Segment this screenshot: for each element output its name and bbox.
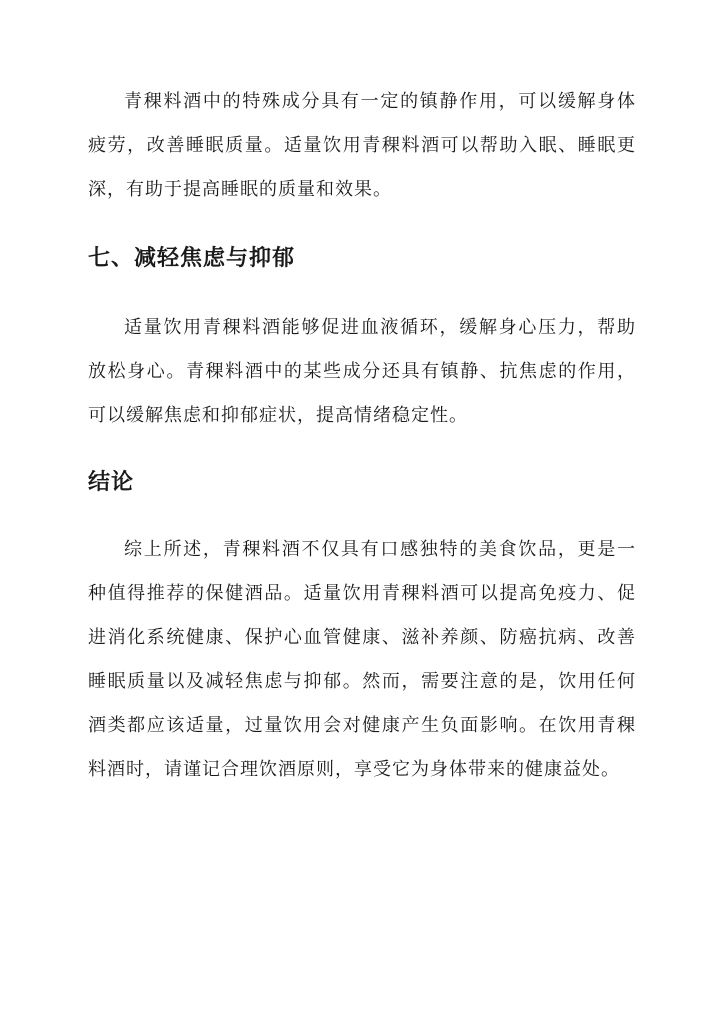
paragraph-conclusion: 综上所述，青稞料酒不仅具有口感独特的美食饮品，更是一种值得推荐的保健酒品。适量饮用青稞料酒可以提高免疫力、促进消化系统健康、保护心血管健康、滋补养颜、防癌抗病、改善睡眠质量以及减轻焦虑与抑郁。然而，需要注意的是，饮用任何酒类都应该适量，过量饮用会对健康产生负面影响。在饮用青稞料酒时，请谨记合理饮酒原则，享受它为身体带来的健康益处。 — [88, 539, 636, 780]
section-heading-anxiety: 七、减轻焦虑与抑郁 — [88, 246, 296, 271]
section-heading-conclusion: 结论 — [88, 470, 135, 495]
paragraph-sleep: 青稞料酒中的特殊成分具有一定的镇静作用，可以缓解身体疲劳，改善睡眠质量。适量饮用青稞料酒可以帮助入眠、睡眠更深，有助于提高睡眠的质量和效果。 — [88, 91, 636, 200]
document-body — [88, 80, 636, 792]
paragraph-anxiety: 适量饮用青稞料酒能够促进血液循环，缓解身心压力，帮助放松身心。青稞料酒中的某些成分还具有镇静、抗焦虑的作用，可以缓解焦虑和抑郁症状，提高情绪稳定性。 — [88, 317, 636, 426]
